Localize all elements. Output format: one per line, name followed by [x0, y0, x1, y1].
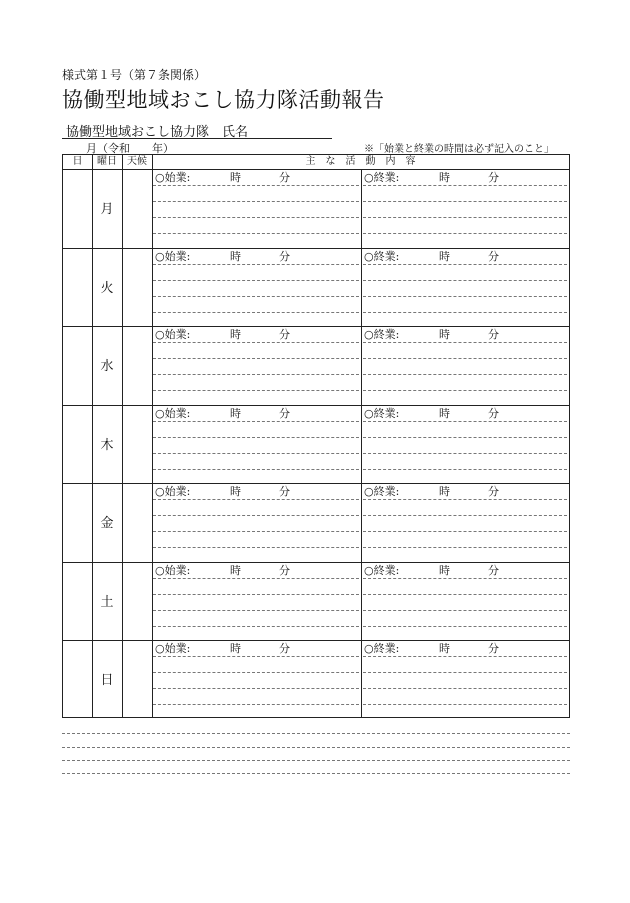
writing-line[interactable]	[363, 358, 567, 359]
end-time-line	[364, 250, 564, 264]
writing-line[interactable]	[153, 626, 359, 627]
hour-label: 時	[439, 563, 450, 577]
start-time-line	[155, 328, 355, 342]
writing-line[interactable]	[153, 233, 359, 234]
hour-label: 時	[230, 563, 241, 577]
weekday-label: 月	[100, 202, 114, 218]
hour-label: 時	[439, 249, 450, 263]
writing-line[interactable]	[363, 626, 567, 627]
start-time-line	[155, 564, 355, 578]
hour-label: 時	[230, 642, 241, 655]
writing-line[interactable]	[363, 437, 567, 438]
time-label: ○始業:	[155, 171, 191, 184]
activity-divider	[361, 169, 362, 717]
writing-line[interactable]	[153, 515, 359, 516]
writing-line[interactable]	[363, 233, 567, 234]
hour-label: 時	[439, 171, 450, 184]
time-label: ○始業:	[155, 485, 191, 498]
writing-line[interactable]	[363, 374, 567, 375]
weekday-label: 金	[100, 516, 114, 532]
writing-line[interactable]	[153, 453, 359, 454]
writing-line[interactable]	[363, 296, 567, 297]
minute-label: 分	[488, 642, 499, 655]
writing-line[interactable]	[153, 531, 359, 532]
writing-line[interactable]	[363, 469, 567, 470]
footer-line	[62, 773, 570, 774]
hour-label: 時	[439, 328, 450, 341]
writing-line[interactable]	[363, 264, 567, 265]
writing-line[interactable]	[363, 594, 567, 595]
hour-label: 時	[230, 249, 241, 263]
minute-label: 分	[488, 171, 499, 184]
block-divider	[63, 483, 569, 484]
writing-line[interactable]	[153, 594, 359, 595]
minute-label: 分	[279, 642, 290, 655]
minute-label: 分	[279, 328, 290, 341]
start-time-line	[155, 171, 355, 185]
writing-line[interactable]	[363, 390, 567, 391]
writing-line[interactable]	[153, 499, 359, 500]
block-divider	[63, 640, 569, 641]
writing-line[interactable]	[153, 469, 359, 470]
column-divider	[122, 155, 123, 717]
hour-label: 時	[230, 406, 241, 420]
writing-line[interactable]	[153, 201, 359, 202]
writing-line[interactable]	[153, 672, 359, 673]
writing-line[interactable]	[363, 688, 567, 689]
writing-line[interactable]	[153, 296, 359, 297]
block-divider	[63, 405, 569, 406]
footer-line	[62, 733, 570, 734]
writing-line[interactable]	[363, 610, 567, 611]
activity-table	[62, 154, 570, 718]
minute-label: 分	[279, 406, 290, 420]
end-time-line	[364, 485, 564, 499]
header-divider	[63, 169, 569, 170]
writing-line[interactable]	[153, 390, 359, 391]
org-name-label: 協働型地域おこし協力隊 氏名	[66, 125, 249, 140]
block-divider	[63, 562, 569, 563]
writing-line[interactable]	[363, 342, 567, 343]
time-label: ○終業:	[364, 171, 400, 184]
writing-line[interactable]	[363, 201, 567, 202]
end-time-line	[364, 407, 564, 421]
weekday-label: 日	[100, 673, 114, 689]
writing-line[interactable]	[363, 656, 567, 657]
time-note: ※「始業と終業の時間は必ず記入のこと」	[364, 144, 554, 155]
writing-line[interactable]	[363, 531, 567, 532]
writing-line[interactable]	[153, 547, 359, 548]
hour-label: 時	[439, 406, 450, 420]
writing-line[interactable]	[153, 688, 359, 689]
minute-label: 分	[488, 485, 499, 498]
minute-label: 分	[279, 249, 290, 263]
hour-label: 時	[439, 485, 450, 498]
minute-label: 分	[279, 485, 290, 498]
month-label: 月（令和 年）	[86, 142, 174, 155]
start-time-line	[155, 642, 355, 656]
writing-line[interactable]	[153, 704, 359, 705]
footer-line	[62, 760, 570, 761]
writing-line[interactable]	[363, 217, 567, 218]
end-time-line	[364, 328, 564, 342]
start-time-line	[155, 485, 355, 499]
header-weekday: 曜日	[97, 156, 117, 167]
writing-line[interactable]	[363, 704, 567, 705]
hour-label: 時	[230, 171, 241, 184]
writing-line[interactable]	[153, 280, 359, 281]
weekday-label: 火	[100, 280, 114, 296]
writing-line[interactable]	[363, 453, 567, 454]
writing-line[interactable]	[153, 185, 359, 186]
end-time-line	[364, 642, 564, 656]
time-label: ○始業:	[155, 642, 191, 655]
start-time-line	[155, 250, 355, 264]
writing-line[interactable]	[153, 264, 359, 265]
weekday-label: 土	[100, 594, 114, 610]
writing-line[interactable]	[363, 185, 567, 186]
time-label: ○終業:	[364, 563, 400, 577]
minute-label: 分	[488, 406, 499, 420]
time-label: ○終業:	[364, 406, 400, 420]
hour-label: 時	[230, 485, 241, 498]
writing-line[interactable]	[153, 374, 359, 375]
weekday-label: 水	[100, 359, 114, 375]
writing-line[interactable]	[153, 312, 359, 313]
time-label: ○終業:	[364, 642, 400, 655]
time-label: ○始業:	[155, 406, 191, 420]
header-activity: 主 な 活 動 内 容	[305, 156, 416, 167]
form-number: 様式第１号（第７条関係）	[62, 68, 207, 82]
footer-line	[62, 747, 570, 748]
block-divider	[63, 326, 569, 327]
writing-line[interactable]	[363, 280, 567, 281]
writing-line[interactable]	[363, 515, 567, 516]
writing-line[interactable]	[363, 578, 567, 579]
writing-line[interactable]	[153, 437, 359, 438]
minute-label: 分	[488, 249, 499, 263]
writing-line[interactable]	[153, 358, 359, 359]
minute-label: 分	[488, 563, 499, 577]
header-weather: 天候	[127, 156, 147, 167]
minute-label: 分	[279, 171, 290, 184]
form-title: 協働型地域おこし協力隊活動報告	[62, 88, 385, 112]
writing-line[interactable]	[153, 342, 359, 343]
time-label: ○終業:	[364, 485, 400, 498]
time-label: ○始業:	[155, 328, 191, 341]
name-underline	[62, 138, 332, 139]
hour-label: 時	[230, 328, 241, 341]
hour-label: 時	[439, 642, 450, 655]
writing-line[interactable]	[153, 656, 359, 657]
writing-line[interactable]	[153, 610, 359, 611]
header-day: 日	[72, 156, 83, 167]
writing-line[interactable]	[153, 217, 359, 218]
time-label: ○始業:	[155, 563, 191, 577]
end-time-line	[364, 564, 564, 578]
minute-label: 分	[279, 563, 290, 577]
start-time-line	[155, 407, 355, 421]
writing-line[interactable]	[363, 672, 567, 673]
writing-line[interactable]	[153, 421, 359, 422]
writing-line[interactable]	[363, 421, 567, 422]
weekday-label: 木	[100, 437, 114, 453]
writing-line[interactable]	[363, 547, 567, 548]
block-divider	[63, 248, 569, 249]
time-label: ○始業:	[155, 249, 191, 263]
writing-line[interactable]	[153, 578, 359, 579]
end-time-line	[364, 171, 564, 185]
time-label: ○終業:	[364, 249, 400, 263]
minute-label: 分	[488, 328, 499, 341]
time-label: ○終業:	[364, 328, 400, 341]
writing-line[interactable]	[363, 312, 567, 313]
writing-line[interactable]	[363, 499, 567, 500]
